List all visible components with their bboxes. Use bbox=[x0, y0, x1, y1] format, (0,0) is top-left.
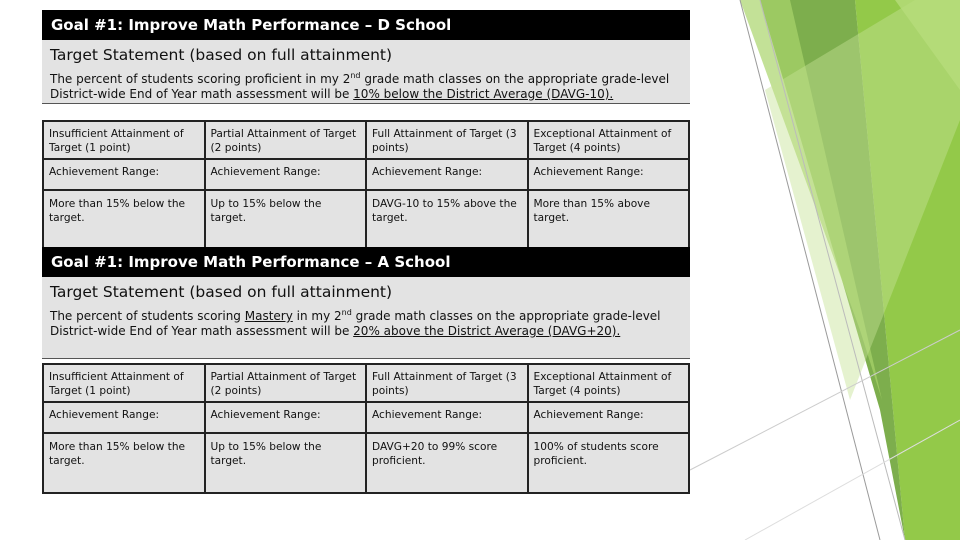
range-exceptional: 100% of students score proficient. bbox=[528, 433, 690, 493]
range-label: Achievement Range: bbox=[43, 402, 205, 433]
target-heading: Target Statement (based on full attainment) bbox=[50, 46, 393, 64]
range-label: Achievement Range: bbox=[366, 159, 528, 190]
range-partial: Up to 15% below the target. bbox=[205, 190, 367, 250]
statement-underlined-fragment: 20% above the District Average (DAVG+20). bbox=[353, 324, 621, 338]
attainment-table bbox=[42, 120, 690, 251]
statement-fragment: grade math classes on the appropriate grade-level District-wide End of Year math assessment will be bbox=[50, 309, 661, 338]
statement-fragment: nd bbox=[350, 71, 361, 80]
target-statement-box bbox=[42, 40, 690, 104]
range-label: Achievement Range: bbox=[528, 402, 690, 433]
goal-section-a-school bbox=[42, 247, 690, 494]
statement-underlined-fragment: 10% below the District Average (DAVG-10). bbox=[353, 87, 614, 101]
level-full: Full Attainment of Target (3 points) bbox=[366, 121, 528, 159]
range-full: DAVG-10 to 15% above the target. bbox=[366, 190, 528, 250]
target-heading: Target Statement (based on full attainment) bbox=[50, 283, 393, 301]
range-full: DAVG+20 to 99% score proficient. bbox=[366, 433, 528, 493]
attainment-table bbox=[42, 363, 690, 494]
range-label: Achievement Range: bbox=[366, 402, 528, 433]
level-insufficient: Insufficient Attainment of Target (1 point) bbox=[43, 121, 205, 159]
range-label: Achievement Range: bbox=[205, 159, 367, 190]
statement-fragment: in my 2 bbox=[292, 309, 342, 323]
level-partial: Partial Attainment of Target (2 points) bbox=[205, 364, 367, 402]
statement-underlined-fragment: Mastery bbox=[244, 309, 293, 323]
level-exceptional: Exceptional Attainment of Target (4 points) bbox=[528, 121, 690, 159]
level-full: Full Attainment of Target (3 points) bbox=[366, 364, 528, 402]
range-partial: Up to 15% below the target. bbox=[205, 433, 367, 493]
range-insufficient: More than 15% below the target. bbox=[43, 433, 205, 493]
statement-fragment: nd bbox=[341, 308, 352, 317]
goal-section-d-school bbox=[42, 10, 690, 251]
statement-fragment: grade math classes on the appropriate grade-level District-wide End of Year math assessment will be bbox=[50, 72, 670, 101]
range-label: Achievement Range: bbox=[43, 159, 205, 190]
level-partial: Partial Attainment of Target (2 points) bbox=[205, 121, 367, 159]
goal-header: Goal #1: Improve Math Performance – D School bbox=[42, 10, 690, 40]
target-statement-box bbox=[42, 277, 690, 359]
target-statement-text bbox=[50, 68, 682, 102]
range-label: Achievement Range: bbox=[205, 402, 367, 433]
statement-fragment: The percent of students scoring bbox=[50, 309, 245, 323]
level-insufficient: Insufficient Attainment of Target (1 point) bbox=[43, 364, 205, 402]
level-exceptional: Exceptional Attainment of Target (4 points) bbox=[528, 364, 690, 402]
range-label: Achievement Range: bbox=[528, 159, 690, 190]
statement-fragment: The percent of students scoring proficient in my 2 bbox=[50, 72, 351, 86]
range-insufficient: More than 15% below the target. bbox=[43, 190, 205, 250]
goal-header: Goal #1: Improve Math Performance – A School bbox=[42, 247, 690, 277]
range-exceptional: More than 15% above target. bbox=[528, 190, 690, 250]
target-statement-text bbox=[50, 305, 682, 339]
